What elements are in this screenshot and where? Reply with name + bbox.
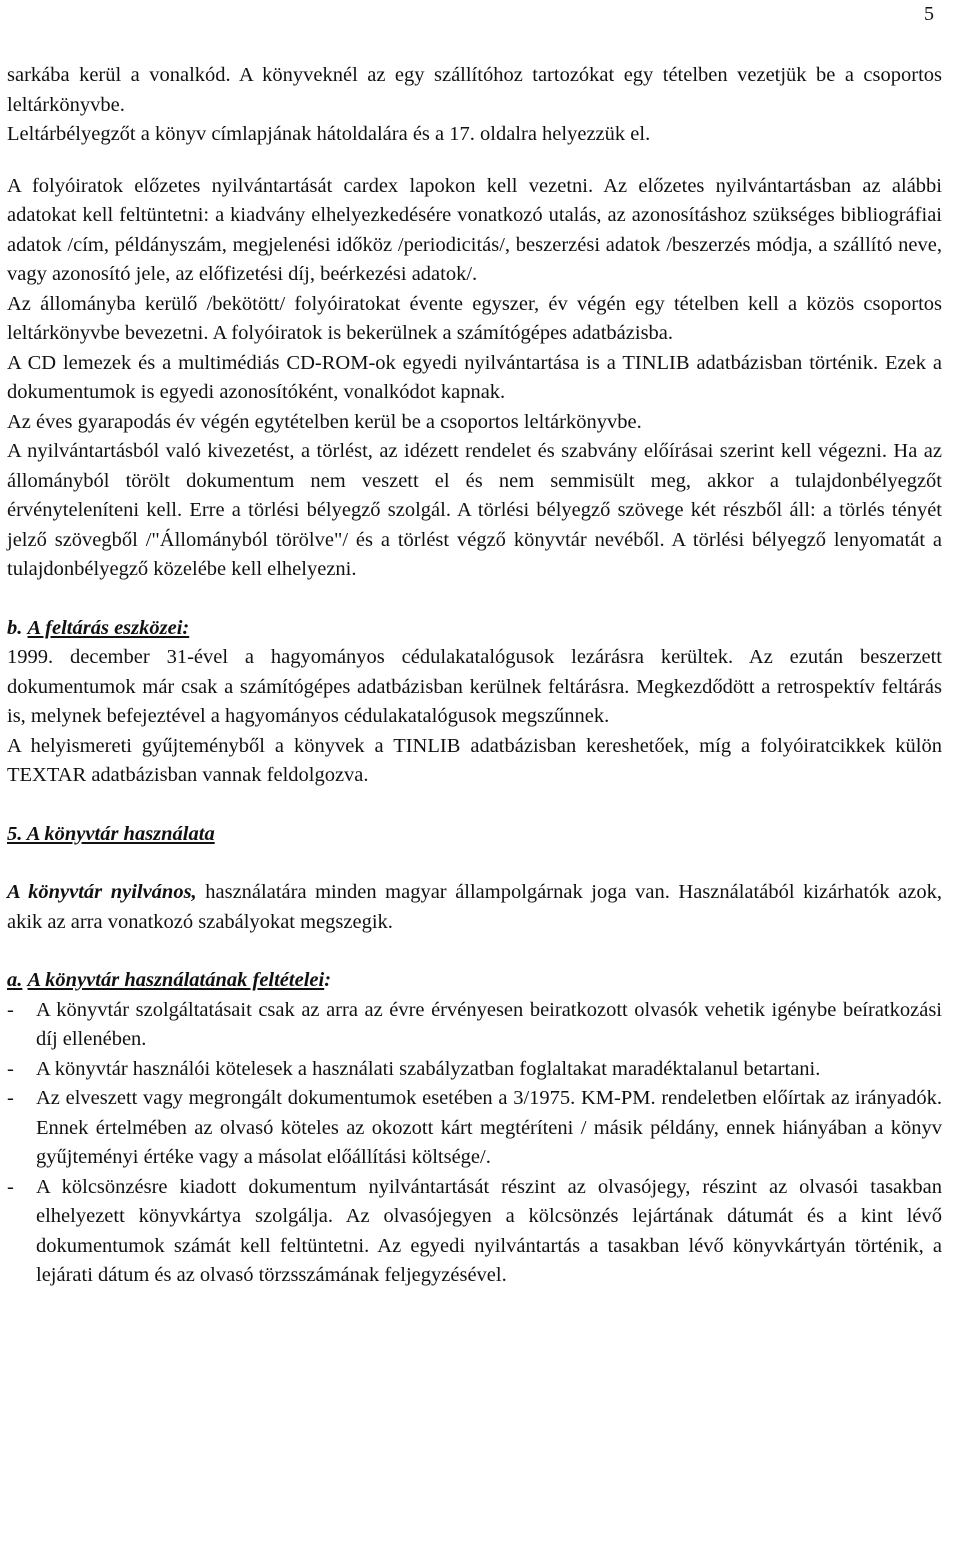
section-heading-5 — [7, 820, 942, 850]
page-number: 5 — [924, 3, 934, 25]
list-item — [7, 1084, 942, 1173]
paragraph: A helyismereti gyűjteményből a könyvek a TINLIB adatbázisban kereshetőek, míg a folyóiratcikkek külön TEXTAR adatbázisban vannak feldolgozva. — [7, 734, 942, 786]
lead-rest: használatára minden magyar állampolgárnak joga van. Használatából kizárhatók azok, akik az arra vonatkozó szabályokat megszegik. — [7, 881, 942, 933]
paragraph: A CD lemezek és a multimédiás CD-ROM-ok egyedi nyilvántartása is a TINLIB adatbázisban történik. Ezek a dokumentumok is egyedi azonosítóként, vonalkódot kapnak. — [7, 351, 942, 403]
paragraph: sarkába kerül a vonalkód. A könyveknél az egy szállítóhoz tartozókat egy tételben vezetjük be a csoportos leltárkönyvbe. — [7, 64, 942, 116]
list-item-text: A kölcsönzésre kiadott dokumentum nyilvántartását részint az olvasójegy, részint az olvasói tasakban elhelyezett könyvkártya szolgálja. Az olvasójegyen a kölcsönzés lejártának dátumát és a kint lévő dokumentumok számát kell feltüntetni. Az egyedi nyilvántartás a tasakban lévő könyvkártyán történik, a lejárati dátum és az olvasó törzsszámának feljegyzésével. — [36, 1175, 942, 1286]
list-dash: - — [7, 1057, 14, 1080]
list-item — [7, 1173, 942, 1291]
list-item — [7, 996, 942, 1055]
paragraph: Az állományba kerülő /bekötött/ folyóiratokat évente egyszer, év végén egy tételben kell a közös csoportos leltárkönyvbe bevezetni. A folyóiratok is bekerülnek a számítógépes adatbázisba. — [7, 292, 942, 344]
paragraph: A nyilvántartásból való kivezetést, a törlést, az idézett rendelet és szabvány előírásai szerint kell végezni. Ha az állományból törölt dokumentum nem veszett el és nem semmisült meg, akkor a tulajdonbélyegzőt érvényteleníteni kell. Erre a törlési bélyegző szolgál. A törlési bélyegző szövege két részből áll: a törlés tényét jelző szövegből /"Állományból törölve"/ és a törlést végző könyvtár nevéből. A törlési bélyegző lenyomatát a tulajdonbélyegző közelébe kell elhelyezni. — [7, 440, 942, 580]
section-title: A könyvtár használatának feltételei — [27, 969, 325, 991]
paragraph: A folyóiratok előzetes nyilvántartását cardex lapokon kell vezetni. Az előzetes nyilvántartásban az alábbi adatokat kell feltüntetni: a kiadvány elhelyezkedésére vonatkozó utalás, az azonosításhoz szükséges bibliográfiai adatok /cím, példányszám, megjelenési időköz /periodicitás/, beszerzési adatok /beszerzés módja, a szállító neve, vagy azonosító jele, az előfizetési díj, beérkezési adatok/. — [7, 174, 942, 285]
lead-term: A könyvtár nyilvános, — [7, 881, 197, 903]
paragraph — [7, 878, 942, 937]
list-dash: - — [7, 998, 14, 1021]
list-item-text: Az elveszett vagy megrongált dokumentumok esetében a 3/1975. KM-PM. rendeletben előírtak az irányadók. Ennek értelmében az olvasó köteles az okozott kárt megtéríteni / másik példány, ennek hiányában a könyv gyűjteményi értéke vagy a másolat előállítási költsége/. — [36, 1087, 942, 1168]
section-prefix: b. — [7, 616, 23, 639]
section-title: 5. A könyvtár használata — [7, 822, 215, 845]
section-suffix: : — [324, 969, 332, 991]
list-item-text: A könyvtár használói kötelesek a használati szabályzatban foglaltakat maradéktalanul betartani. — [36, 1057, 821, 1080]
section-title: A feltárás eszközei: — [27, 616, 190, 639]
list-dash: - — [7, 1087, 14, 1109]
list-item — [7, 1055, 942, 1085]
list-item-text: A könyvtár szolgáltatásait csak az arra az évre érvényesen beiratkozott olvasók vehetik igénybe beíratkozási díj ellenében. — [36, 998, 942, 1050]
conditions-list — [7, 996, 942, 1291]
list-dash: - — [7, 1175, 14, 1198]
paragraph: 1999. december 31-ével a hagyományos cédulakatalógusok lezárásra kerültek. Az ezután beszerzett dokumentumok már csak a számítógépes adatbázisban kerülnek feltárásra. Megkezdődött a retrospektív feltárás is, melynek befejeztével a hagyományos cédulakatalógusok megszűnnek. — [7, 646, 942, 727]
document-body — [7, 61, 942, 1291]
section-heading-a — [7, 966, 942, 996]
section-heading-b — [7, 614, 942, 644]
section-prefix: a. — [7, 969, 23, 991]
paragraph: Az éves gyarapodás év végén egytételben kerül be a csoportos leltárkönyvbe. — [7, 410, 642, 433]
paragraph: Leltárbélyegzőt a könyv címlapjának hátoldalára és a 17. oldalra helyezzük el. — [7, 123, 651, 145]
